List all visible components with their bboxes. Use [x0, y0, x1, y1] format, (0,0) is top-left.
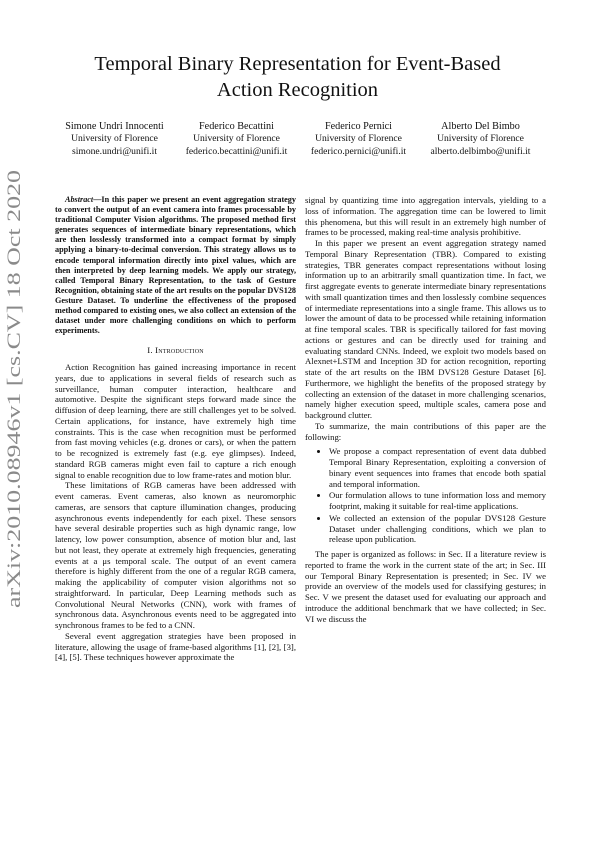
author-affiliation: University of Florence [193, 133, 280, 145]
author-email: simone.undri@unifi.it [71, 145, 158, 157]
author [54, 121, 176, 158]
abstract-text: —In this paper we present an event aggregation strategy to convert the output of an event camera into frames processable by traditional Computer Vision algorithms. The proposed method first generates sequences of intermediate binary representations, which are then losslessly transformed into a compact format by simply applying a binary-to-decimal conversion. This strategy allows us to encode temporal information directly into pixel values, which are then interpreted by deep learning models. We apply our strategy, called Temporal Binary Representation, to the task of Gesture Recognition, obtaining state of the art results on the popular DVS128 Gesture Dataset. To underline the effectiveness of the proposed method compared to existing ones, we also collect an extension of the dataset under more challenging conditions on which to perform experiments. [55, 195, 297, 336]
section-numeral: I. [147, 345, 153, 356]
left-column [55, 195, 296, 663]
right-column [305, 195, 546, 624]
author-email: federico.becattini@unifi.it [185, 145, 288, 157]
author-affiliation: University of Florence [437, 133, 524, 145]
abstract [55, 195, 296, 336]
title-line-2: Action Recognition [216, 79, 379, 101]
body-paragraph: In this paper we present an event aggregation strategy named Temporal Binary Representation (TBR). Compared to existing strategies, TBR generates compact representations without losing information up to an arbitrarily small quantization time. In fact, we first aggregate events to generate intermediate binary representations with small quantization times and then losslessly combine sequences of intermediate representations into a single frame. This allows us to lower the amount of data to be processed while retaining information at fine temporal scales. TBR is specifically tailored for fast moving actions or gestures and can be directly used for training and evaluating standard CNNs. Indeed, we exploit two models based on Alexnet+LSTM and Inception 3D for action recognition, reporting state of the art results on the IBM DVS128 Gesture Dataset [6]. Furthermore, we highlight the benefits of the proposed strategy by collecting an extension of the dataset in more challenging scenarios, namely higher execution speed, multiple scales, camera pose and background clutter. [305, 238, 546, 420]
contributions-list [305, 446, 546, 545]
author [176, 121, 298, 158]
author-email: alberto.delbimbo@unifi.it [430, 145, 531, 157]
list-item: • We collected an extension of the popular DVS128 Gesture Dataset under challenging conditions, which we plan to release upon publication. [329, 513, 546, 545]
arxiv-id-text: arXiv:2010.08946v1 [cs.CV] 18 Oct 2020 [4, 287, 25, 608]
arxiv-stamp [3, 168, 25, 608]
arxiv-identifier [3, 168, 25, 608]
author [420, 121, 542, 158]
author-affiliation: University of Florence [71, 133, 158, 145]
body-paragraph: Action Recognition has gained increasing importance in recent years, due to applications in several fields of research such as surveillance, human computer interaction, healthcare and automotive. Despite the significant steps forward made since the diffusion of deep learning, there are still challenges yet to be solved. Certain applications, for instance, have extremely high time constraints. This is the case when recognition must be performed from fast moving vehicles (e.g. drones or cars), or when the pattern to be recognized is extremely fast (e.g. eye glimpses). Indeed, standard RGB cameras might even fail to capture a rich enough signal to enable recognition due to low frame-rates and motion blur. [55, 362, 296, 480]
body-paragraph: To summarize, the main contributions of this paper are the following: [305, 420, 546, 442]
body-paragraph: Several event aggregation strategies have been proposed in literature, allowing the usage of frame-based algorithms [1], [2], [3], [4], [5]. These techniques however approximate the [55, 630, 296, 663]
section-heading [55, 345, 296, 356]
author-affiliation: University of Florence [315, 133, 402, 145]
author-email: federico.pernici@unifi.it [310, 145, 407, 157]
list-item: • Our formulation allows to tune information loss and memory footprint, making it suitable for real-time applications. [329, 490, 546, 512]
author-name: Alberto Del Bimbo [441, 121, 520, 132]
body-paragraph: signal by quantizing time into aggregation intervals, yielding to a loss of information. The aggregation time can be lowered to limit this phenomena, but this will result in an extremely high number of frames to be processed, making real-time analysis prohibitive. [305, 195, 546, 238]
author-block [40, 121, 555, 158]
paper-title [40, 51, 555, 103]
author-name: Federico Becattini [199, 121, 274, 132]
author-name: Federico Pernici [324, 121, 393, 132]
body-paragraph: The paper is organized as follows: in Sec. II a literature review is reported to frame the work in the current state of the art; in Sec. III our Temporal Binary Representation is presented; in Sec. IV we provide an overview of the models used for classifying gestures; in Sec. V we present the dataset used for evaluating our approach and introduce the additional benchmark that we have collected; in Sec. VI we discuss the [305, 549, 546, 624]
list-item: • We propose a compact representation of event data dubbed Temporal Binary Representation, exploiting a conversion of binary event sequences into frames that encode both spatial and temporal information. [329, 446, 546, 489]
body-paragraph: These limitations of RGB cameras have been addressed with event cameras. Event cameras, also known as neuromorphic cameras, are sensors that capture illumination changes, producing asynchronous events independently for each pixel. These sensors have several desirable properties such as high dynamic range, low latency, low power consumption, absence of motion blur and, last but not least, they operate at extremely high frequencies, generating events at a μs temporal scale. The output of an event camera therefore is highly different from the one of a regular RGB camera, making the applicability of computer vision algorithms not so straightforward. In particular, Deep Learning methods such as Convolutional Neural Networks (CNN), work with frames of synchronous data. Asynchronous events need to be aggregated into synchronous frames to be fed to a CNN. [55, 480, 296, 631]
title-line-1: Temporal Binary Representation for Event-Based [94, 53, 501, 75]
author-name: Simone Undri Innocenti [65, 121, 164, 132]
author [298, 121, 420, 158]
section-title: Introduction [155, 345, 204, 356]
abstract-label: Abstract [65, 195, 94, 204]
